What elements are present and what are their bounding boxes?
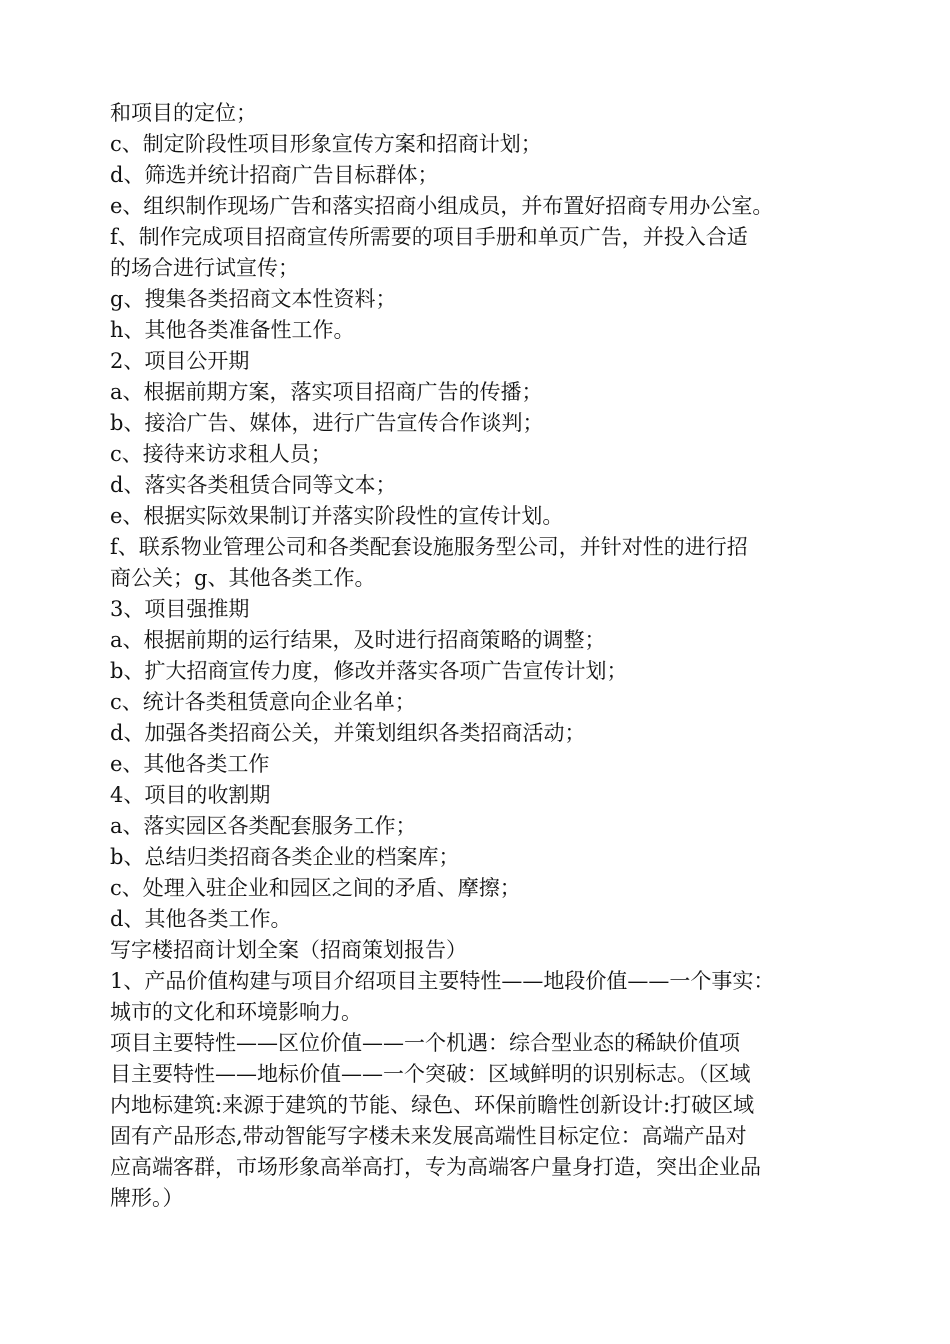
text-line: c、处理入驻企业和园区之间的矛盾、摩擦； — [110, 876, 521, 900]
text-line: c、制定阶段性项目形象宣传方案和招商计划； — [110, 132, 542, 156]
section-heading: 4、项目的收割期 — [110, 783, 271, 807]
text-line: 项目主要特性——区位价值——一个机遇：综合型业态的稀缺价值项 — [110, 1031, 740, 1055]
text-line: g、搜集各类招商文本性资料； — [110, 287, 397, 311]
document-body — [110, 98, 840, 1214]
text-line: d、筛选并统计招商广告目标群体； — [110, 163, 439, 187]
text-line: 目主要特性——地标价值——一个突破：区域鲜明的识别标志。（区域 — [110, 1062, 751, 1086]
text-line: e、根据实际效果制订并落实阶段性的宣传计划。 — [110, 504, 564, 528]
section-heading: 2、项目公开期 — [110, 349, 250, 373]
text-line: e、组织制作现场广告和落实招商小组成员，并布置好招商专用办公室。 — [110, 194, 774, 218]
text-line: 内地标建筑:来源于建筑的节能、绿色、环保前瞻性创新设计:打破区域 — [110, 1093, 755, 1117]
text-line: b、扩大招商宣传力度，修改并落实各项广告宣传计划； — [110, 659, 628, 683]
text-line: e、其他各类工作 — [110, 752, 270, 776]
text-line: h、其他各类准备性工作。 — [110, 318, 355, 342]
text-line: a、根据前期方案，落实项目招商广告的传播； — [110, 380, 543, 404]
text-line: a、根据前期的运行结果，及时进行招商策略的调整； — [110, 628, 606, 652]
text-line: 的场合进行试宣传； — [110, 256, 299, 280]
text-line: c、接待来访求租人员； — [110, 442, 332, 466]
text-line: b、总结归类招商各类企业的档案库； — [110, 845, 460, 869]
text-line: 商公关；g、其他各类工作。 — [110, 566, 376, 590]
text-line: b、接洽广告、媒体，进行广告宣传合作谈判； — [110, 411, 544, 435]
text-line: 和项目的定位； — [110, 101, 257, 125]
text-line: d、加强各类招商公关，并策划组织各类招商活动； — [110, 721, 586, 745]
text-line: a、落实园区各类配套服务工作； — [110, 814, 417, 838]
text-line: d、落实各类租赁合同等文本； — [110, 473, 397, 497]
text-line: f、制作完成项目招商宣传所需要的项目手册和单页广告，并投入合适 — [110, 225, 748, 249]
text-line: 应高端客群，市场形象高举高打，专为高端客户量身打造，突出企业品 — [110, 1155, 761, 1179]
text-line: d、其他各类工作。 — [110, 907, 292, 931]
text-line: 牌形。） — [110, 1186, 184, 1210]
text-line: 固有产品形态,带动智能写字楼未来发展高端性目标定位：高端产品对 — [110, 1124, 747, 1148]
text-line: 1、产品价值构建与项目介绍项目主要特性——地段价值——一个事实： — [110, 969, 775, 993]
section-heading: 3、项目强推期 — [110, 597, 250, 621]
text-line: 城市的文化和环境影响力。 — [110, 1000, 362, 1024]
text-line: f、联系物业管理公司和各类配套设施服务型公司，并针对性的进行招 — [110, 535, 748, 559]
text-line: c、统计各类租赁意向企业名单； — [110, 690, 416, 714]
document-title: 写字楼招商计划全案（招商策划报告） — [110, 938, 467, 962]
